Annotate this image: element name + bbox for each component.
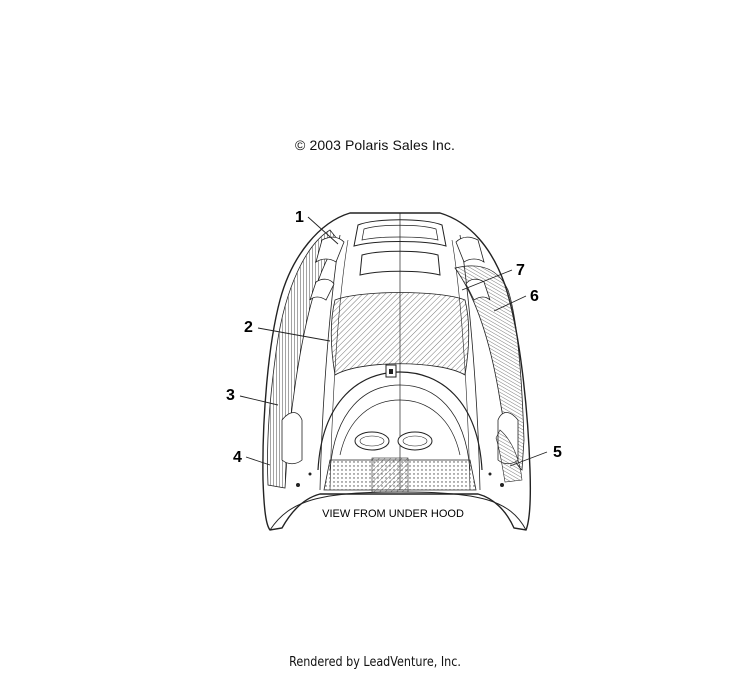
view-label: VIEW FROM UNDER HOOD [322,508,464,520]
rendered-by-text: Rendered by LeadVenture, Inc. [289,655,461,670]
callout-5: 5 [553,444,562,461]
callout-6: 6 [530,288,539,305]
callout-4: 4 [233,449,242,466]
callout-2: 2 [244,319,253,336]
callout-1: 1 [295,209,304,226]
callout-7: 7 [516,262,525,279]
callout-3: 3 [226,387,235,404]
copyright-text: © 2003 Polaris Sales Inc. [295,137,455,153]
